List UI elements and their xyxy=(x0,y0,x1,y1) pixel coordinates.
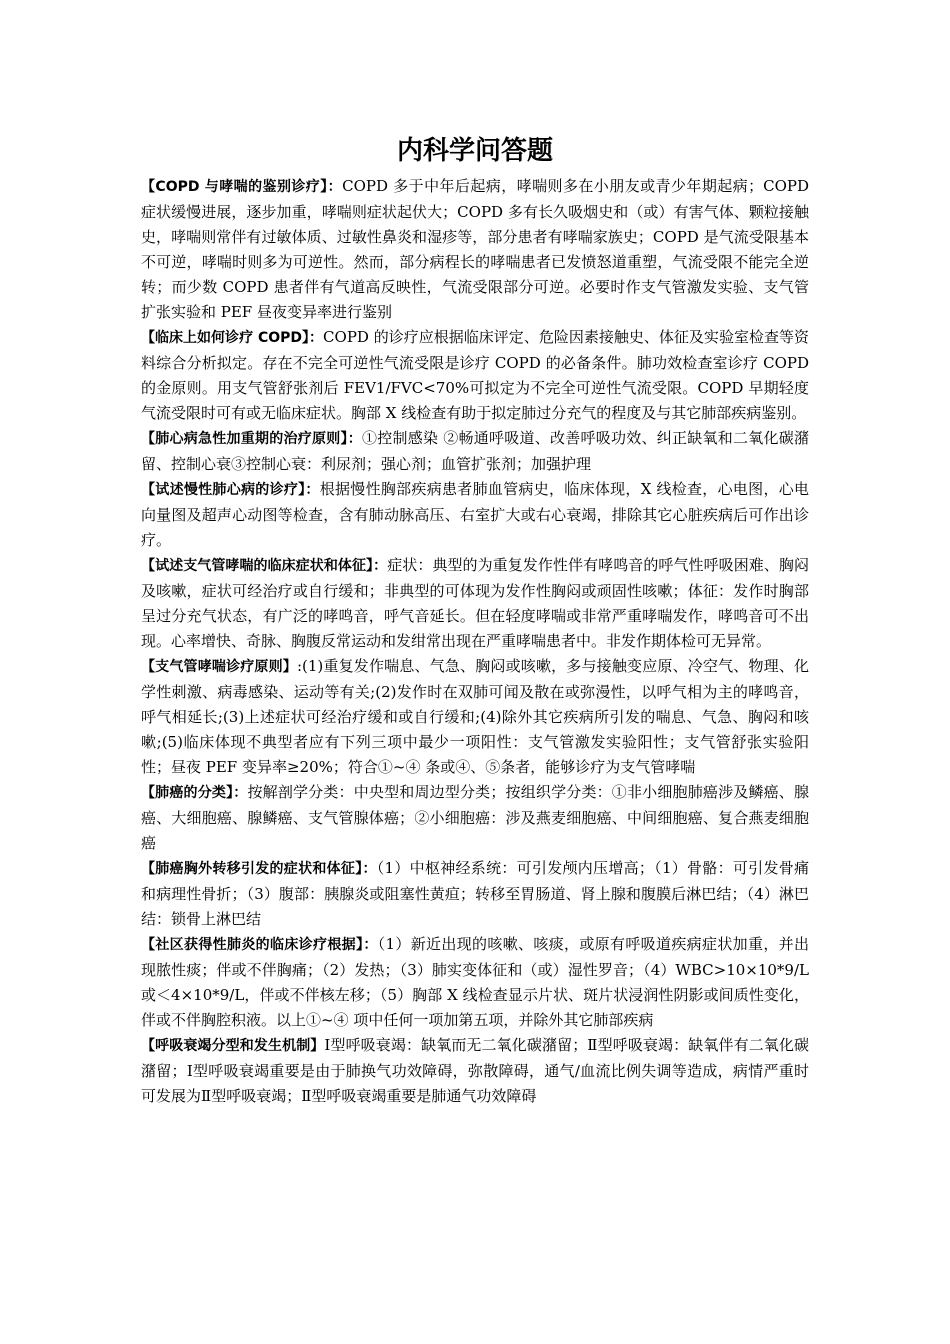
qa-item-copd-diagnosis xyxy=(141,325,809,426)
qa-item-lung-cancer-metastasis xyxy=(141,856,809,932)
answer-text: Ⅰ型呼吸衰竭：缺氧而无二氧化碳潴留；Ⅱ型呼吸衰竭：缺氧伴有二氧化碳潴留；Ⅰ型呼吸衰竭重要是由于肺换气功效障碍，弥散障碍，通气/血流比例失调等造成，病情严重时可发展为Ⅱ型呼吸衰竭；Ⅱ型呼吸衰竭重要是肺通气功效障碍 xyxy=(141,1036,810,1105)
answer-text: 根据慢性胸部疾病患者肺血管病史，临床体现，X 线检查，心电图，心电向量图及超声心动图等检查，含有肺动脉高压、右室扩大或右心衰竭，排除其它心脏疾病后可作出诊疗。 xyxy=(141,480,810,549)
question-heading: 【社区获得性肺炎的临床诊疗根据】： xyxy=(141,937,378,953)
qa-item-cor-pulmonale-diagnosis xyxy=(141,477,809,553)
answer-text: ①控制感染 ②畅通呼吸道、改善呼吸功效、纠正缺氧和二氧化碳潴留、控制心衰③控制心衰：利尿剂；强心剂；血管扩张剂；加强护理 xyxy=(141,429,810,473)
qa-item-asthma-symptoms xyxy=(141,553,809,654)
qa-item-respiratory-failure xyxy=(141,1033,809,1109)
question-heading: 【肺癌胸外转移引发的症状和体征】： xyxy=(141,861,377,877)
answer-text: COPD 多于中年后起病，哮喘则多在小朋友或青少年期起病；COPD 症状缓慢进展，逐步加重，哮喘则症状起伏大；COPD 多有长久吸烟史和（或）有害气体、颗粒接触史，哮喘则常伴有过敏体质、过敏性鼻炎和湿疹等，部分患者有哮喘家族史；COPD 是气流受限基本不可逆，哮喘时则多为可逆性。然而，部分病程长的哮喘患者已发愤怒道重塑，气流受限不能完全逆转；而少数 COPD 患者伴有气道高反映性，气流受限部分可逆。必要时作支气管激发实验、支气管扩张实验和 PEF 昼夜变异率进行鉴别 xyxy=(141,177,810,321)
question-heading: 【支气管哮喘诊疗原则】 xyxy=(141,659,297,675)
question-heading: 【COPD 与哮喘的鉴别诊疗】： xyxy=(141,179,343,195)
question-heading: 【试述慢性肺心病的诊疗】： xyxy=(141,482,320,498)
qa-item-asthma-diagnosis xyxy=(141,654,809,780)
qa-item-lung-cancer-classification xyxy=(141,780,809,856)
qa-item-copd-asthma xyxy=(141,174,809,325)
document-page xyxy=(141,0,809,1109)
answer-text: （1）中枢神经系统：可引发颅内压增高；（1）骨骼：可引发骨痛和病理性骨折；（3）腹部：胰腺炎或阻塞性黄疸；转移至胃肠道、肾上腺和腹膜后淋巴结；（4）淋巴结：锁骨上淋巴结 xyxy=(141,859,810,928)
question-heading: 【呼吸衰竭分型和发生机制】 xyxy=(141,1038,325,1054)
answer-text: 症状：典型的为重复发作性伴有哮鸣音的呼气性呼吸困难、胸闷及咳嗽，症状可经治疗或自行缓和；非典型的可体现为发作性胸闷或顽固性咳嗽；体征：发作时胸部呈过分充气状态，有广泛的哮鸣音，呼气音延长。但在轻度哮喘或非常严重哮喘发作，哮鸣音可不出现。心率增快、奇脉、胸腹反常运动和发绀常出现在严重哮喘患者中。非发作期体检可无异常。 xyxy=(141,556,809,650)
question-heading: 【试述支气管哮喘的临床症状和体征】： xyxy=(141,558,388,574)
answer-text: （1）新近出现的咳嗽、咳痰，或原有呼吸道疾病症状加重，并出现脓性痰；伴或不伴胸痛；（2）发热；（3）肺实变体征和（或）湿性罗音；（4）WBC>10×10*9/L 或＜4×10*9/L，伴或不伴核左移；（5）胸部 X 线检查显示片状、斑片状浸润性阴影或间质性变化，伴或不伴胸腔积液。以上①~④ 项中任何一项加第五项，并除外其它肺部疾病 xyxy=(141,935,810,1029)
answer-text: COPD 的诊疗应根据临床评定、危险因素接触史、体征及实验室检查等资料综合分析拟定。存在不完全可逆性气流受限是诊疗 COPD 的必备条件。肺功效检查室诊疗 COPD 的金原则。用支气管舒张剂后 FEV1/FVC<70%可拟定为不完全可逆性气流受限。COPD 早期轻度气流受限时可有或无临床症状。胸部 X 线检查有助于拟定肺过分充气的程度及与其它肺部疾病鉴别。 xyxy=(141,328,809,422)
question-heading: 【肺癌的分类】： xyxy=(141,785,248,801)
answer-text: :(1)重复发作喘息、气急、胸闷或咳嗽，多与接触变应原、冷空气、物理、化学性刺激、病毒感染、运动等有关;(2)发作时在双肺可闻及散在或弥漫性，以呼气相为主的哮鸣音，呼气相延长;(3)上述症状可经治疗缓和或自行缓和;(4)除外其它疾病所引发的喘息、气急、胸闷和咳嗽;(5)临床体现不典型者应有下列三项中最少一项阳性：支气管激发实验阳性；支气管舒张实验阳性；昼夜 PEF 变异率≥20%；符合①~④ 条或④、⑤条者，能够诊疗为支气管哮喘 xyxy=(141,657,809,776)
qa-item-cor-pulmonale-treatment xyxy=(141,426,809,477)
qa-item-cap-diagnosis xyxy=(141,932,809,1033)
document-title: 内科学问答题 xyxy=(396,136,553,166)
answer-text: 按解剖学分类：中央型和周边型分类；按组织学分类：①非小细胞肺癌涉及鳞癌、腺癌、大细胞癌、腺鳞癌、支气管腺体癌；②小细胞癌：涉及燕麦细胞癌、中间细胞癌、复合燕麦细胞癌 xyxy=(141,783,809,852)
question-heading: 【临床上如何诊疗 COPD】： xyxy=(141,330,324,346)
question-heading: 【肺心病急性加重期的治疗原则】： xyxy=(141,431,362,447)
